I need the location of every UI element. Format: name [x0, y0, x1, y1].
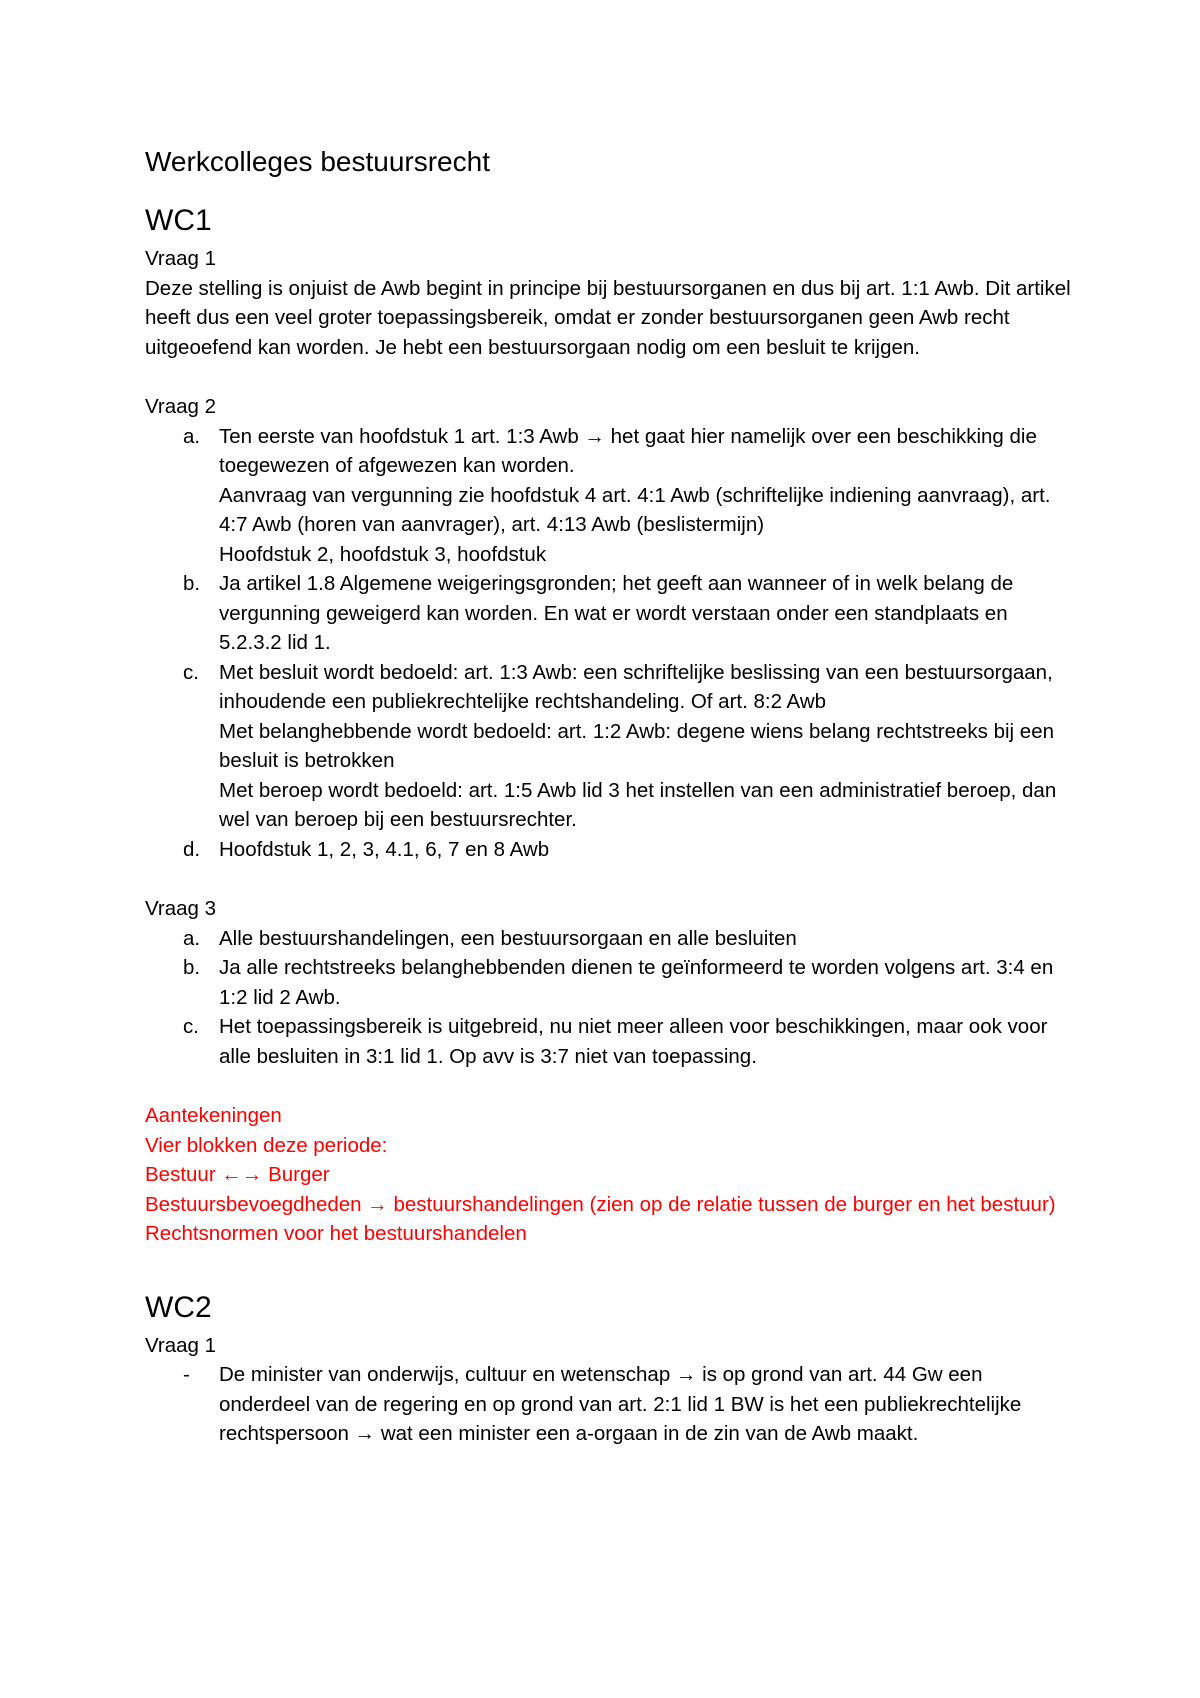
list-item: [145, 953, 1075, 1012]
answer-text: Ja alle rechtstreeks belanghebbenden dienen te geïnformeerd te worden volgens art. 3:4 en 1:2 lid 2 Awb.: [219, 956, 1054, 1009]
answer-text: Aanvraag van vergunning zie hoofdstuk 4 art. 4:1 Awb (schriftelijke indiening aanvraag), art. 4:7 Awb (horen van aanvrager), art. 4:13 Awb (beslistermijn): [219, 483, 1051, 536]
notes-text: Burger: [268, 1163, 330, 1186]
list-marker: c.: [183, 1015, 199, 1038]
notes-text: Bestuur: [145, 1163, 216, 1186]
answer-text: wat een minister een a-orgaan in de zin van de Awb maakt.: [380, 1422, 919, 1445]
answer-text: Met besluit wordt bedoeld: art. 1:3 Awb: een schriftelijke beslissing van een bestuursorgaan, inhoudende een publiekrechtelijke rechtshandeling. Of art. 8:2 Awb: [219, 660, 1053, 713]
answer-text: Hoofdstuk 2, hoofdstuk 3, hoofdstuk: [219, 542, 547, 566]
answer-text: Hoofdstuk 1, 2, 3, 4.1, 6, 7 en 8 Awb: [219, 837, 550, 861]
notes-line: Rechtsnormen voor het bestuurshandelen: [145, 1222, 527, 1245]
answer-text: Ten eerste van hoofdstuk 1 art. 1:3 Awb: [219, 424, 579, 448]
notes-line: [145, 1190, 1075, 1220]
answer-text: Met beroep wordt bedoeld: art. 1:5 Awb lid 3 het instellen van een administratief beroep, dan wel van beroep bij een bestuursrechter.: [219, 778, 1057, 831]
answer-text: Het toepassingsbereik is uitgebreid, nu niet meer alleen voor beschikkingen, maar ook voor alle besluiten in 3:1 lid 1. Op avv is 3:7 niet van toepassing.: [219, 1015, 1048, 1068]
list-item: [145, 924, 1075, 954]
notes-line: [145, 1160, 1075, 1190]
answer-text: Ja artikel 1.8 Algemene weigeringsgronden; het geeft aan wanneer of in welk belang de vergunning geweigerd kan worden. En wat er wordt verstaan onder een standplaats en 5.2.3.2 lid 1.: [219, 572, 1014, 654]
section-wc2: [145, 1289, 1075, 1449]
arrow-right-icon: →: [584, 424, 605, 448]
arrow-right-icon: →: [675, 1363, 697, 1386]
list-item: [145, 569, 1075, 658]
section-heading-wc2: WC2: [145, 1290, 212, 1324]
notes-line: Vier blokken deze periode:: [145, 1133, 388, 1157]
answer-list: [145, 1360, 1075, 1449]
list-marker: d.: [183, 837, 201, 861]
list-marker: a.: [183, 926, 201, 950]
notes-heading: Aantekeningen: [145, 1104, 282, 1127]
answer-text: Met belanghebbende wordt bedoeld: art. 1:2 Awb: degene wiens belang rechtstreeks bij een besluit is betrokken: [219, 719, 1055, 772]
list-marker: b.: [183, 956, 201, 979]
list-marker: -: [183, 1363, 190, 1386]
document-title: Werkcolleges bestuursrecht: [145, 146, 490, 177]
arrow-right-icon: →: [354, 1422, 376, 1445]
arrow-right-icon: →: [367, 1192, 388, 1216]
section-heading-wc1: WC1: [145, 204, 212, 237]
list-item: [145, 835, 1075, 865]
answer-text: is op grond van art. 44 Gw een onderdeel van de regering en op grond van art. 2:1 lid 1 BW is het een publiekrechtelijke rechtspersoon: [219, 1363, 1022, 1445]
question-label: Vraag 1: [145, 1333, 217, 1357]
list-marker: b.: [183, 572, 201, 595]
arrow-both-icon: ←→: [221, 1163, 263, 1186]
list-item: [145, 1012, 1075, 1071]
list-item: [145, 422, 1075, 570]
question-label: Vraag 2: [145, 395, 217, 418]
answer-text: De minister van onderwijs, cultuur en wetenschap: [219, 1363, 671, 1386]
notes-text: bestuurshandelingen (zien op de relatie tussen de burger en het bestuur): [393, 1192, 1056, 1216]
answer-text: het gaat hier namelijk over een beschikking die toegewezen of afgewezen kan worden.: [219, 424, 1037, 477]
question-label: Vraag 3: [145, 897, 217, 920]
section-wc1: [145, 202, 1075, 1249]
list-item: [145, 1360, 1075, 1449]
list-marker: c.: [183, 660, 199, 684]
document-content: [145, 144, 1075, 1449]
notes-block: [145, 1101, 1075, 1249]
answer-text: Alle bestuurshandelingen, een bestuursorgaan en alle besluiten: [219, 926, 797, 950]
answer-list: [145, 422, 1075, 865]
question-label: Vraag 1: [145, 247, 217, 270]
answer-list: [145, 924, 1075, 1072]
list-item: [145, 658, 1075, 835]
answer-paragraph: Deze stelling is onjuist de Awb begint in principe bij bestuursorganen en dus bij art. 1:1 Awb. Dit artikel heeft dus een veel groter toepassingsbereik, omdat er zonder bestuursorganen geen Awb recht uitgeoefend kan worden. Je hebt een bestuursorgaan nodig om een besluit te krijgen.: [145, 276, 1071, 359]
notes-text: Bestuursbevoegdheden: [145, 1192, 362, 1216]
list-marker: a.: [183, 424, 201, 448]
